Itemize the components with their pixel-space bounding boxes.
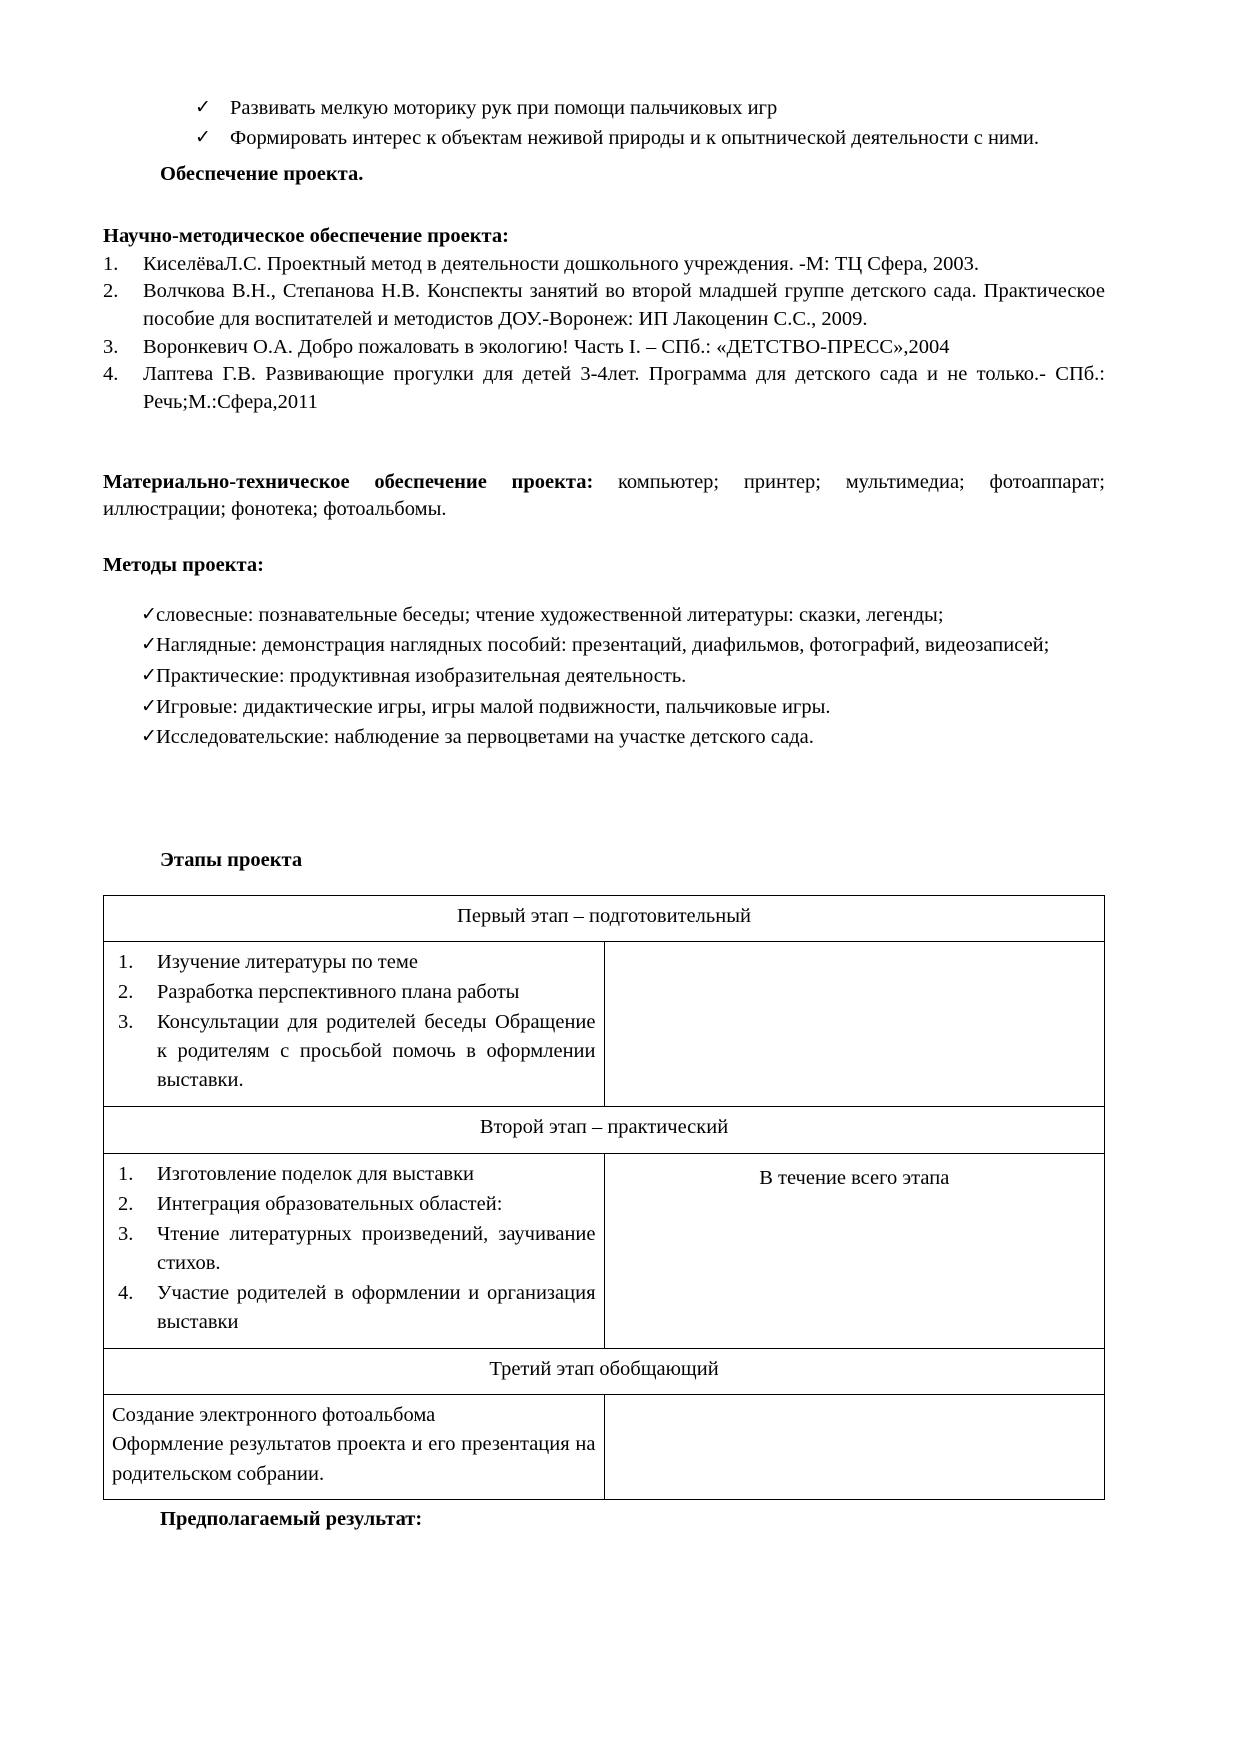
- list-item: [112, 1190, 596, 1219]
- table-row: [104, 1153, 1105, 1349]
- checkmark-icon: ✓: [141, 603, 157, 625]
- reference-text: КиселёваЛ.С. Проектный метод в деятельности дошкольного учреждения. -М: ТЦ Сфера, 2003.: [143, 252, 980, 275]
- list-number: 1.: [103, 252, 119, 275]
- stage2-header-cell: Второй этап – практический: [104, 1107, 1105, 1153]
- list-item: [103, 95, 1105, 123]
- stage2-timing-cell: [604, 1153, 1105, 1349]
- list-number: 3.: [103, 335, 119, 358]
- list-item: [112, 1008, 596, 1095]
- list-item: [103, 632, 1105, 660]
- objectives-list: [103, 95, 1105, 152]
- scientific-provision-heading: Научно-методическое обеспечение проекта:: [103, 225, 509, 248]
- stage3-line: Оформление результатов проекта и его презентация на родительском собрании.: [112, 1433, 596, 1485]
- list-number: 1.: [118, 950, 134, 973]
- list-number: 3.: [118, 1222, 134, 1245]
- list-item: [112, 1220, 596, 1278]
- checkmark-icon: ✓: [141, 665, 157, 687]
- task-text: Изучение литературы по теме: [157, 950, 418, 973]
- stage3-header-cell: Третий этап обобщающий: [104, 1349, 1105, 1395]
- list-item: [103, 694, 1105, 722]
- stage3-timing-text: [613, 1401, 1097, 1405]
- expected-result-heading: Предполагаемый результат:: [160, 1507, 423, 1530]
- list-number: 4.: [103, 363, 119, 386]
- task-text: Чтение литературных произведений, заучивание стихов.: [157, 1222, 596, 1274]
- method-text: Исследовательские: наблюдение за первоцветами на участке детского сада.: [156, 726, 814, 749]
- stage2-timing-text: В течение всего этапа: [759, 1166, 950, 1189]
- checkmark-icon: ✓: [141, 726, 157, 748]
- method-text: Игровые: дидактические игры, игры малой подвижности, пальчиковые игры.: [156, 695, 831, 718]
- methods-heading: Методы проекта:: [103, 554, 264, 577]
- list-number: 2.: [118, 1192, 134, 1215]
- stage1-task-list: [112, 948, 596, 1096]
- stage3-line: Создание электронного фотоальбома: [112, 1404, 436, 1427]
- list-item: [103, 278, 1105, 333]
- task-text: Участие родителей в оформлении и организация выставки: [157, 1281, 596, 1334]
- list-item: [103, 361, 1105, 416]
- list-number: 3.: [118, 1011, 134, 1034]
- list-item: [103, 334, 1105, 362]
- stage1-timing-cell: [604, 941, 1105, 1107]
- reference-text: Волчкова В.Н., Степанова Н.В. Конспекты занятий во второй младшей группе детского сада. Практическое пособие для воспитателей и методистов ДОУ.-Воронеж: ИП Лакоценин С.С., 2009.: [143, 280, 1105, 331]
- list-item: [103, 724, 1105, 752]
- list-number: 2.: [103, 280, 119, 303]
- stage1-tasks-cell: [104, 941, 605, 1107]
- list-item: [112, 978, 596, 1007]
- task-text: Разработка перспективного плана работы: [157, 980, 520, 1003]
- table-row: [104, 941, 1105, 1107]
- stages-table: [103, 895, 1105, 1500]
- list-item: [112, 1160, 596, 1189]
- references-list: [103, 251, 1105, 417]
- objective-text: Формировать интерес к объектам неживой природы и к опытнической деятельности с ними.: [230, 126, 1039, 149]
- list-item: [103, 602, 1105, 630]
- list-number: 4.: [118, 1281, 134, 1304]
- list-item: [103, 251, 1105, 279]
- stage2-task-list: [112, 1160, 596, 1338]
- table-row: [104, 895, 1105, 941]
- material-provision-text: компьютер; принтер; мультимедиа; фотоаппарат; иллюстрации; фонотека; фотоальбомы.: [103, 470, 1106, 521]
- stages-title: Этапы проекта: [160, 849, 303, 872]
- table-row: [104, 1349, 1105, 1395]
- list-number: 1.: [118, 1162, 134, 1185]
- stage3-tasks-cell: [104, 1395, 605, 1499]
- reference-text: Воронкевич О.А. Добро пожаловать в экологию! Часть I. – СПб.: «ДЕТСТВО-ПРЕСС»,2004: [143, 335, 950, 358]
- table-row: [104, 1107, 1105, 1153]
- checkmark-icon: ✓: [195, 97, 211, 118]
- stage2-tasks-cell: [104, 1153, 605, 1349]
- table-row: [104, 1395, 1105, 1499]
- list-item: [112, 948, 596, 977]
- list-item: [103, 125, 1105, 153]
- checkmark-icon: ✓: [195, 126, 211, 148]
- task-text: Консультации для родителей беседы Обращение к родителям с просьбой помочь в оформлении выставки.: [157, 1011, 596, 1092]
- stage1-header-cell: Первый этап – подготовительный: [104, 895, 1105, 941]
- task-text: Интеграция образовательных областей:: [157, 1192, 503, 1215]
- checkmark-icon: ✓: [141, 695, 157, 717]
- method-text: Наглядные: демонстрация наглядных пособий: презентаций, диафильмов, фотографий, видеозаписей;: [156, 634, 1050, 657]
- methods-list: [103, 602, 1105, 752]
- method-text: Практические: продуктивная изобразительная деятельность.: [156, 665, 687, 688]
- list-item: [112, 1279, 596, 1337]
- task-text: Изготовление поделок для выставки: [157, 1162, 475, 1185]
- checkmark-icon: ✓: [141, 634, 157, 656]
- provision-heading: Обеспечение проекта.: [160, 163, 364, 186]
- reference-text: Лаптева Г.В. Развивающие прогулки для детей 3-4лет. Программа для детского сада и не только.- СПб.: Речь;М.:Сфера,2011: [143, 363, 1105, 414]
- material-provision-paragraph: [103, 469, 1105, 524]
- objective-text: Развивать мелкую моторику рук при помощи пальчиковых игр: [230, 97, 778, 119]
- list-item: [103, 663, 1105, 691]
- stage3-timing-cell: [604, 1395, 1105, 1499]
- list-number: 2.: [118, 980, 134, 1003]
- material-provision-heading: Материально-техническое обеспечение проекта:: [103, 470, 594, 493]
- stage1-timing-text: [613, 948, 1097, 952]
- method-text: словесные: познавательные беседы; чтение художественной литературы: сказки, легенды;: [156, 603, 944, 626]
